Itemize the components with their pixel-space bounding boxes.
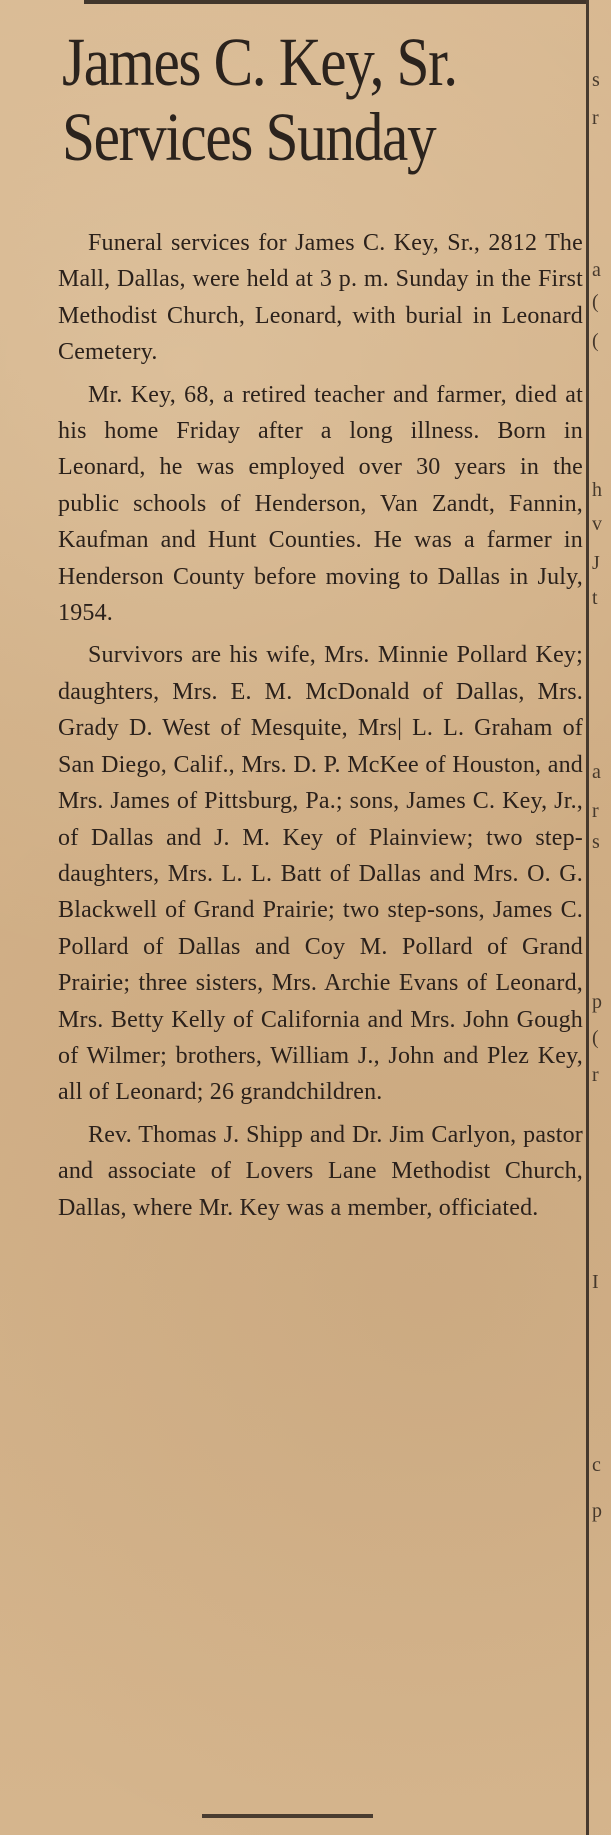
headline-line-2: Services Sunday [62,98,436,175]
article-paragraph-4: Rev. Thomas J. Shipp and Dr. Jim Carlyon, pastor and associate of Lovers Lane Methodist Church, Dallas, where Mr. Key was a member, officiated. [58,1121,583,1221]
margin-fragment: h [592,479,602,501]
margin-fragment: v [592,513,602,535]
margin-fragment: ( [592,1027,599,1049]
article-paragraph-1: Funeral services for James C. Key, Sr., 2812 The Mall, Dallas, were held at 3 p. m. Sunday in the First Methodist Church, Leonard, with burial in Leonard Cemetery. [58,230,583,366]
margin-fragment: p [592,1500,602,1522]
margin-fragment: r [592,107,599,129]
margin-fragment: t [592,587,598,609]
headline-line-1: James C. Key, Sr. [62,24,457,100]
margin-fragment: r [592,800,599,822]
margin-fragment: c [592,1454,601,1476]
margin-fragment: ( [592,291,599,313]
margin-fragment: a [592,761,601,783]
article-body [58,225,583,1226]
margin-fragment: p [592,991,602,1013]
margin-fragment: I [592,1271,599,1293]
column-divider [586,0,589,1835]
article-paragraph-2: Mr. Key, 68, a retired teacher and farmer, died at his home Friday after a long illness. Born in Leonard, he was employed over 30 years in the public schools of Henderson, Van Zandt, Fannin, Kaufman and Hunt Counties. He was a farmer in Henderson County before moving to Dallas in July, 1954. [58,381,583,627]
margin-fragment: s [592,69,600,91]
margin-fragment: ( [592,330,599,352]
margin-fragment: J [592,552,600,574]
margin-fragment: a [592,259,601,281]
margin-fragment: s [592,831,600,853]
headline [62,25,505,174]
bottom-divider [202,1814,373,1818]
top-divider [84,0,586,4]
margin-fragment: r [592,1064,599,1086]
article-paragraph-3: Survivors are his wife, Mrs. Minnie Pollard Key; daughters, Mrs. E. M. McDonald of Dallas, Mrs. Grady D. West of Mesquite, Mrs| L. L. Graham of San Diego, Calif., Mrs. D. P. McKee of Houston, and Mrs. James of Pittsburg, Pa.; sons, James C. Key, Jr., of Dallas and J. M. Key of Plainview; two step-daughters, Mrs. L. L. Batt of Dallas and Mrs. O. G. Blackwell of Grand Prairie; two step-sons, James C. Pollard of Dallas and Coy M. Pollard of Grand Prairie; three sisters, Mrs. Archie Evans of Leonard, Mrs. Betty Kelly of California and Mrs. John Gough of Wilmer; brothers, William J., John and Plez Key, all of Leonard; 26 grandchildren. [58,642,583,1106]
adjacent-column-fragments [592,60,611,1810]
